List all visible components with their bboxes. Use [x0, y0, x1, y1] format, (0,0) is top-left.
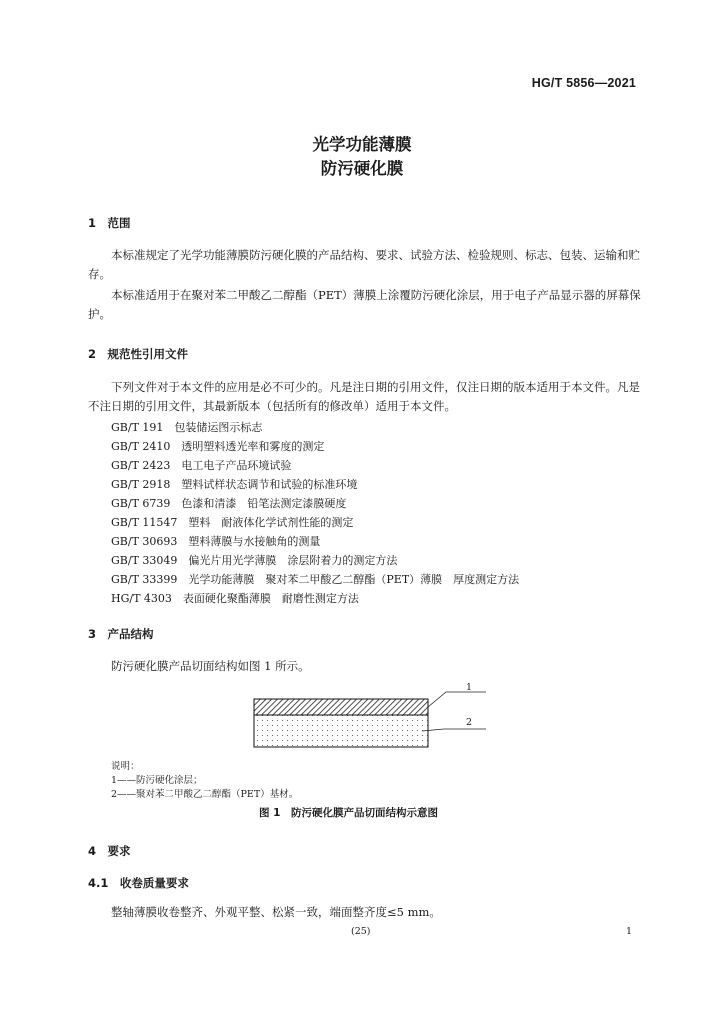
- reference-item: GB/T 191 包装储运图示标志: [111, 421, 263, 434]
- document-number: HG/T 5856—2021: [531, 76, 636, 90]
- section-2-heading: 2 规范性引用文件: [88, 347, 189, 361]
- figure-legend-item-2: 2——聚对苯二甲酸乙二醇酯（PET）基材。: [111, 789, 299, 800]
- pet-substrate-layer: [254, 715, 428, 747]
- cross-section-diagram: [230, 678, 500, 754]
- page-number-center: (25): [351, 926, 371, 937]
- reference-item: GB/T 2423 电工电子产品环境试验: [111, 459, 292, 472]
- page-number-right: 1: [626, 926, 633, 937]
- figure-legend-item-1: 1——防污硬化涂层；: [111, 775, 203, 786]
- reference-item: HG/T 4303 表面硬化聚酯薄膜 耐磨性测定方法: [111, 592, 359, 605]
- section-4-1-paragraph: 整轴薄膜收卷整齐、外观平整、松紧一致，端面整齐度≤5 mm。: [111, 905, 441, 919]
- reference-item: GB/T 11547 塑料 耐液体化学试剂性能的测定: [111, 516, 354, 529]
- reference-item: GB/T 2918 塑料试样状态调节和试验的标准环境: [111, 478, 358, 491]
- section-3-paragraph-1: 防污硬化膜产品切面结构如图 1 所示。: [111, 659, 310, 673]
- reference-item: GB/T 6739 色漆和清漆 铅笔法测定漆膜硬度: [111, 497, 347, 510]
- section-1-paragraph-1: 本标准规定了光学功能薄膜防污硬化膜的产品结构、要求、试验方法、检验规则、标志、包装、运输和贮存。: [88, 248, 640, 281]
- figure-label-2: 2: [466, 717, 473, 728]
- section-4-heading: 4 要求: [88, 844, 131, 858]
- document-title-line2: 防污硬化膜: [320, 159, 404, 178]
- reference-item: GB/T 30693 塑料薄膜与水接触角的测量: [111, 535, 321, 548]
- reference-item: GB/T 33049 偏光片用光学薄膜 涂层附着力的测定方法: [111, 554, 398, 567]
- document-title-line1: 光学功能薄膜: [312, 135, 412, 154]
- figure-legend-title: 说明：: [111, 761, 140, 772]
- leader-line-1: [428, 692, 486, 707]
- section-1-paragraph-2: 本标准适用于在聚对苯二甲酸乙二醇酯（PET）薄膜上涂覆防污硬化涂层，用于电子产品显示器的屏幕保护。: [88, 288, 641, 321]
- figure-caption: 图 1 防污硬化膜产品切面结构示意图: [259, 807, 438, 819]
- reference-item: GB/T 2410 透明塑料透光率和雾度的测定: [111, 440, 325, 453]
- section-3-heading: 3 产品结构: [88, 627, 154, 641]
- coating-layer: [254, 699, 428, 715]
- figure-label-1: 1: [466, 682, 473, 693]
- section-1-heading: 1 范围: [88, 216, 131, 230]
- section-4-1-heading: 4.1 收卷质量要求: [88, 876, 189, 890]
- section-2-paragraph-1: 下列文件对于本文件的应用是必不可少的。凡是注日期的引用文件，仅注日期的版本适用于本文件。凡是不注日期的引用文件，其最新版本（包括所有的修改单）适用于本文件。: [88, 380, 640, 413]
- reference-item: GB/T 33399 光学功能薄膜 聚对苯二甲酸乙二醇酯（PET）薄膜 厚度测定方法: [111, 573, 520, 586]
- leader-line-2: [422, 729, 486, 731]
